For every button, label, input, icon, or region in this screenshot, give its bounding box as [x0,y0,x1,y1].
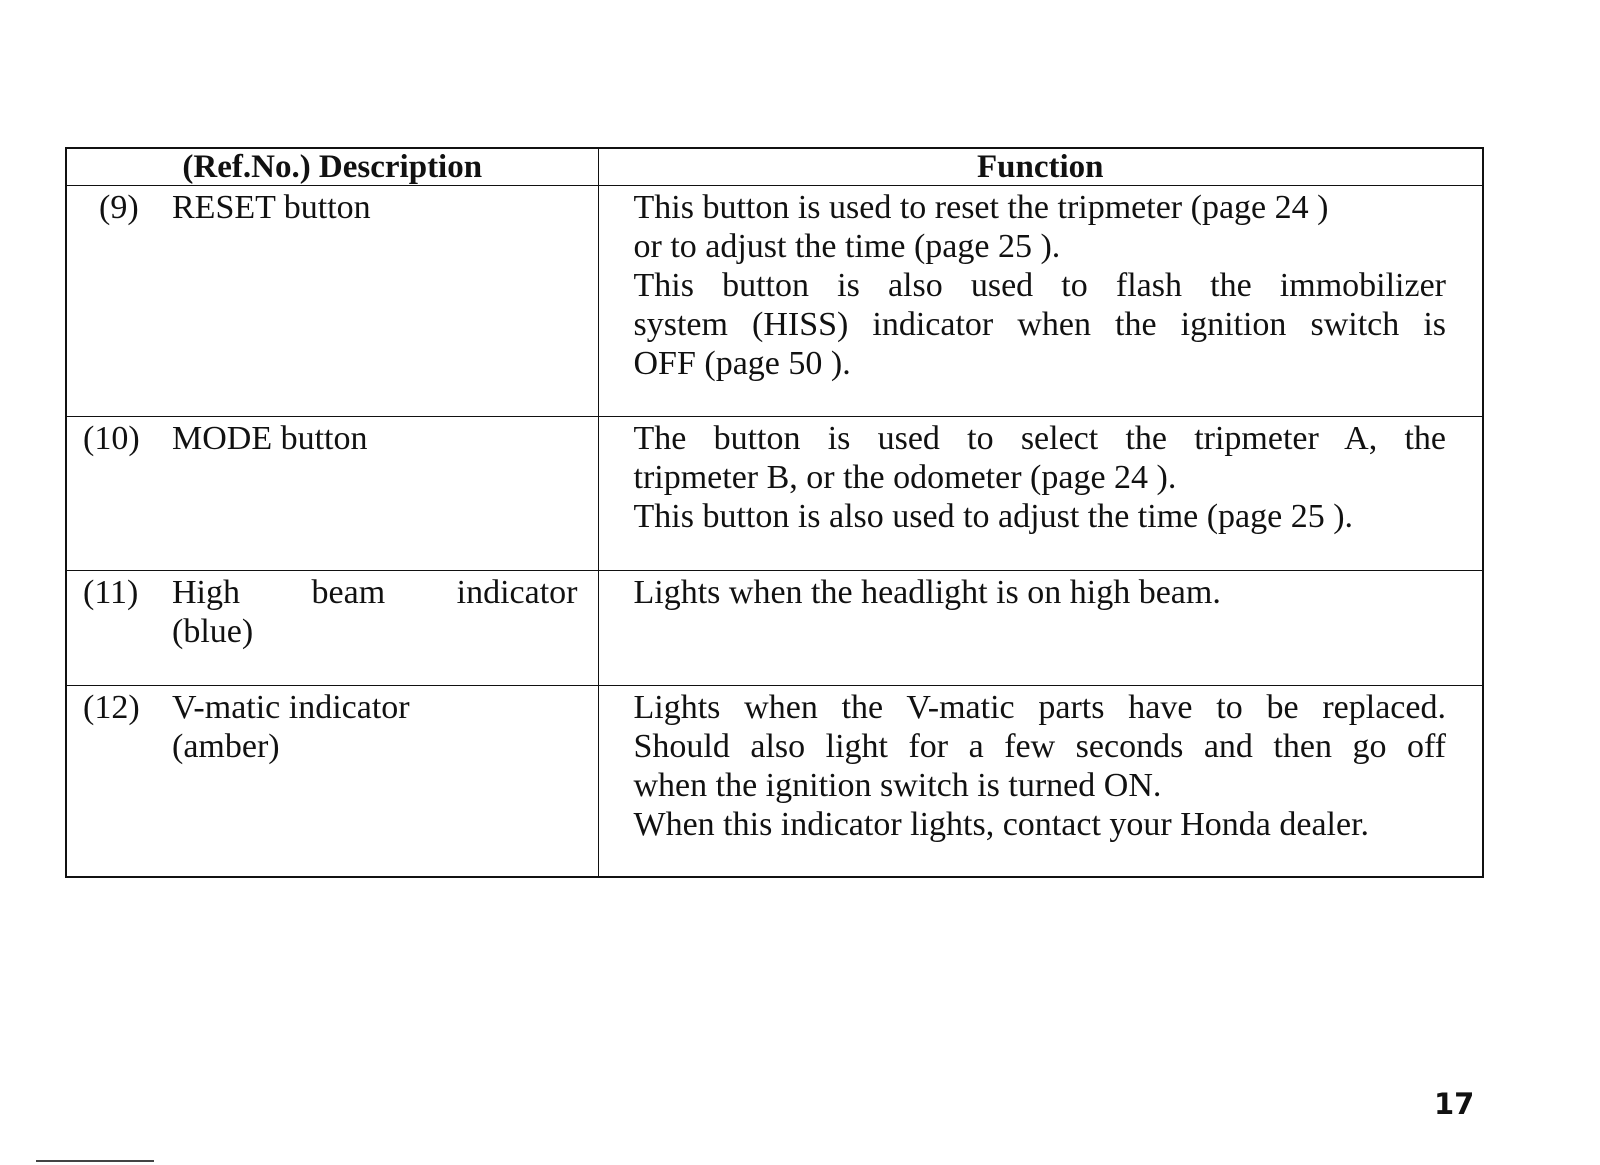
ref-number: (12) [83,689,140,726]
ref-number: (11) [83,574,139,611]
description-line: MODE button [172,420,368,457]
function-cell [598,686,1483,878]
description-line: RESET button [172,189,371,226]
function-line: This button is also used to flash the immobilizer [633,267,1446,304]
function-cell [598,417,1483,571]
description-cell [66,571,598,686]
function-line: system (HISS) indicator when the ignition switch is [633,306,1446,343]
scan-edge-line [36,1160,154,1162]
page-number: 17 [1434,1087,1475,1121]
header-description: (Ref.No.) Description [66,148,598,186]
function-cell [598,186,1483,417]
ref-number: (9) [99,189,139,226]
description-cell [66,686,598,878]
function-line: When this indicator lights, contact your Honda dealer. [633,806,1370,843]
description-line: (blue) [172,613,254,650]
function-line: The button is used to select the tripmeter A, the [633,420,1446,457]
table-row [66,686,1483,878]
description-cell [66,186,598,417]
description-line: V-matic indicator [172,689,410,726]
function-line: Lights when the V-matic parts have to be replaced. [633,689,1446,726]
header-function: Function [598,148,1483,186]
function-line: tripmeter B, or the odometer (page 24 ). [633,459,1177,496]
function-line: Should also light for a few seconds and then go off [633,728,1446,765]
table-row [66,186,1483,417]
function-line: OFF (page 50 ). [633,345,851,382]
function-line: when the ignition switch is turned ON. [633,767,1162,804]
description-line: (amber) [172,728,280,765]
table-row [66,571,1483,686]
function-cell [598,571,1483,686]
function-line: Lights when the headlight is on high beam. [633,574,1221,611]
description-cell [66,417,598,571]
description-line: High beam indicator [172,574,578,611]
reference-table [65,147,1484,878]
ref-number: (10) [83,420,140,457]
function-line: This button is used to reset the tripmeter (page 24 ) [633,189,1329,226]
function-line: or to adjust the time (page 25 ). [633,228,1061,265]
table-header-row [66,148,1483,186]
function-line: This button is also used to adjust the time (page 25 ). [633,498,1354,535]
table-row [66,417,1483,571]
